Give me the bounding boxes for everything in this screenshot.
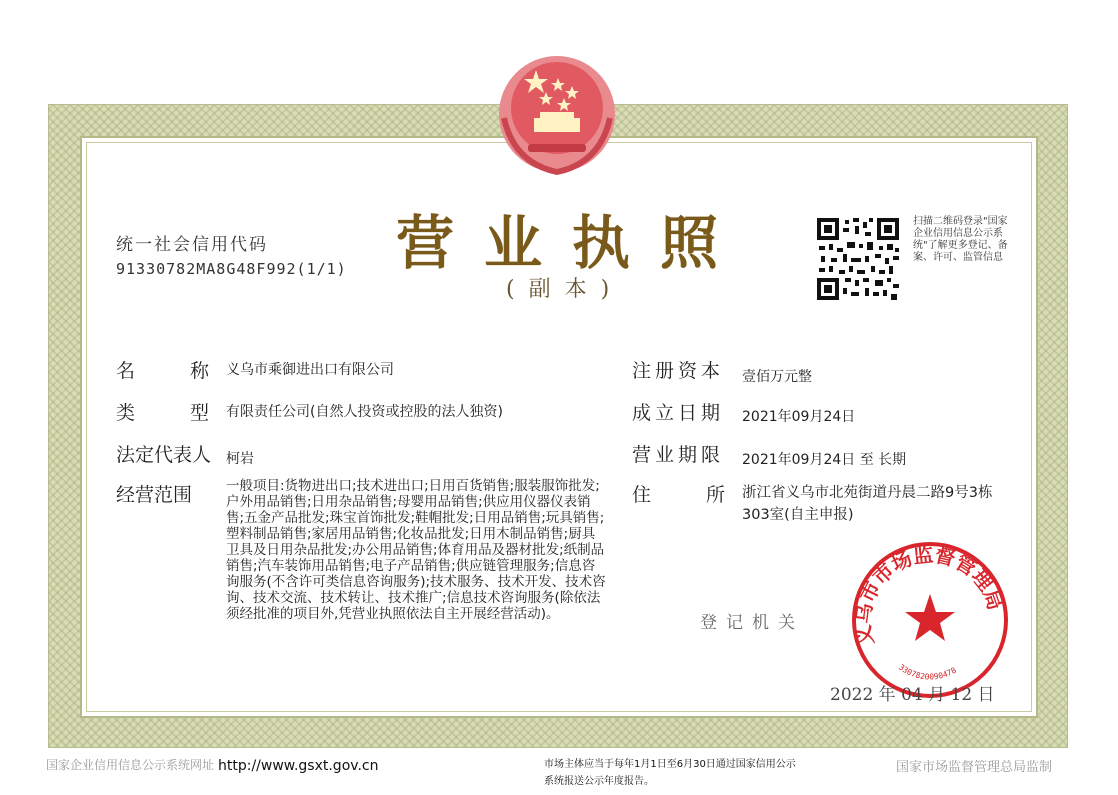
page-title: 营业执照: [396, 209, 749, 277]
footer-supervisor: 国家市场监督管理总局监制: [896, 760, 1053, 775]
type-label-1: 类: [116, 402, 136, 424]
company-type: 有限责任公司(自然人投资或控股的法人独资): [226, 404, 503, 420]
capital-label: 注册资本: [632, 360, 725, 382]
issue-date: 2022 年 04 月 12 日: [830, 685, 995, 705]
term-value: 2021年09月24日 至 长期: [742, 452, 907, 468]
footer-url-link[interactable]: http://www.gsxt.gov.cn: [218, 758, 379, 774]
established-label: 成立日期: [632, 402, 725, 424]
legal-rep-value: 柯岩: [226, 451, 254, 467]
svg-text:3307820090478: [897, 662, 958, 681]
page-subtitle: (副本): [506, 277, 624, 302]
name-label-2: 称: [190, 360, 210, 382]
footer-system-label: 国家企业信用信息公示系统网址: [46, 758, 215, 772]
legal-rep-label: 法定代表人: [116, 444, 212, 466]
company-name: 义乌市乘御进出口有限公司: [226, 362, 394, 378]
address-value: 浙江省义乌市北苑街道丹晨二路9号3栋303室(自主申报): [742, 485, 993, 523]
address-label-2: 所: [706, 484, 726, 506]
registration-authority-label: 登记机关: [700, 613, 804, 633]
seal-number: 3307820090478: [896, 662, 958, 682]
established-value: 2021年09月24日: [742, 409, 856, 425]
business-scope-value: 一般项目:货物进出口;技术进出口;日用百货销售;服装服饰批发;户外用品销售;日用杂品销售;母婴用品销售;供应用仪器仪表销售;五金产品批发;珠宝首饰批发;鞋帽批发;日用品销售;玩具销售;塑料制品销售;家居用品销售;化妆品批发;日用木制品销售;厨具卫具及日用杂品批发;办公用品销售;体育用品及器材批发;纸制品销售;汽车装饰用品销售;电子产品销售;供应链管理服务;信息咨询服务(不含许可类信息咨询服务);技术服务、技术开发、技术咨询、技术交流、技术转让、技术推广;信息技术咨询服务(除依法须经批准的项目外,凭营业执照依法自主开展经营活动)。: [226, 478, 606, 622]
official-seal-icon: [848, 538, 1012, 702]
uscc-code: 91330782MA8G48F992(1/1): [116, 260, 347, 278]
uscc-label: 统一社会信用代码: [116, 235, 268, 255]
qr-note: 扫描二维码登录"国家企业信用信息公示系统"了解更多登记、备案、许可、监管信息: [913, 216, 1008, 263]
business-scope-label: 经营范围: [116, 484, 193, 506]
address-label-1: 住: [632, 484, 652, 506]
term-label: 营业期限: [632, 444, 725, 466]
national-emblem-icon: [494, 48, 620, 180]
footer-annual-report-note: 市场主体应当于每年1月1日至6月30日通过国家信用公示系统报送公示年度报告。: [544, 759, 796, 787]
type-label-2: 型: [190, 402, 210, 424]
capital-value: 壹佰万元整: [742, 369, 812, 385]
qr-code-icon: [817, 218, 899, 300]
name-label-1: 名: [116, 360, 136, 382]
svg-text:义乌市市场监督管理局: [850, 542, 1007, 647]
seal-text: 义乌市市场监督管理局: [850, 542, 1008, 648]
